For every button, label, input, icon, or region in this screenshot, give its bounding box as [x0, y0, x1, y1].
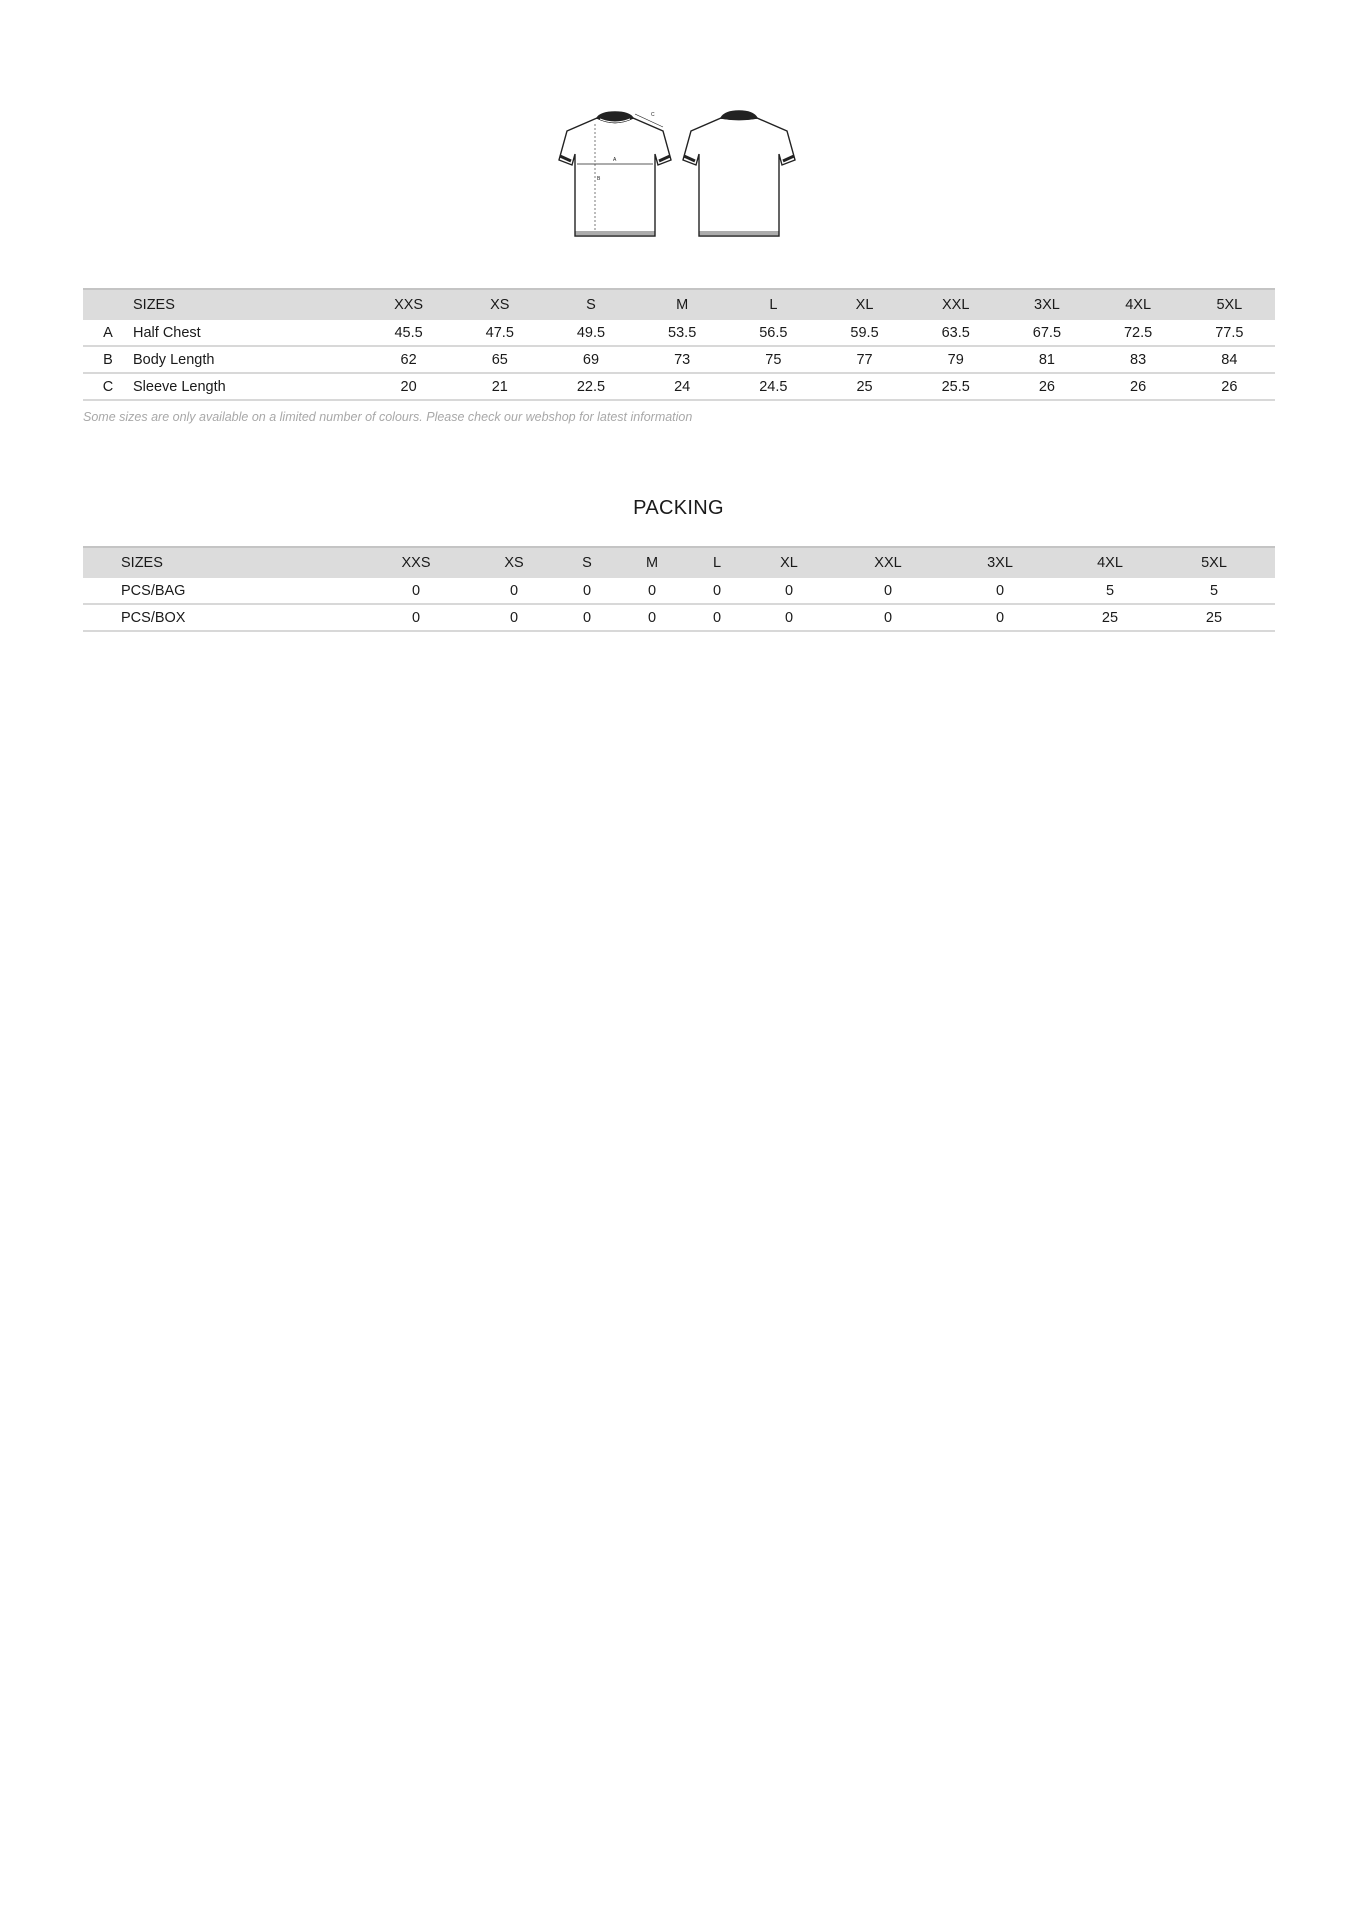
- value-cell: 26: [1184, 373, 1275, 400]
- value-cell: 0: [843, 604, 933, 631]
- row-code: C: [83, 373, 133, 400]
- value-cell: 0: [569, 604, 605, 631]
- value-cell: 25: [819, 373, 910, 400]
- value-cell: 25.5: [910, 373, 1001, 400]
- t-shirt-back-icon: [683, 111, 795, 236]
- size-header-4xl: 4XL: [1093, 289, 1184, 320]
- value-cell: 45.5: [363, 320, 454, 346]
- size-header-xxl: XXL: [910, 289, 1001, 320]
- row-code: B: [83, 346, 133, 373]
- value-cell: 0: [459, 578, 569, 604]
- value-cell: 0: [569, 578, 605, 604]
- size-chart-table: [83, 288, 1275, 401]
- value-cell: 0: [373, 578, 459, 604]
- size-header-s: S: [569, 547, 605, 578]
- size-header-5xl: 5XL: [1184, 289, 1275, 320]
- value-cell: 81: [1001, 346, 1092, 373]
- row-label: Sleeve Length: [133, 373, 363, 400]
- t-shirt-front-icon: [559, 112, 671, 236]
- value-cell: 24.5: [728, 373, 819, 400]
- size-header-s: S: [545, 289, 636, 320]
- value-cell: 25: [1153, 604, 1275, 631]
- table-row: [83, 320, 1275, 346]
- size-header-xs: XS: [454, 289, 545, 320]
- value-cell: 5: [1067, 578, 1153, 604]
- size-header-xs: XS: [459, 547, 569, 578]
- packing-header-row: [83, 547, 1275, 578]
- value-cell: 69: [545, 346, 636, 373]
- value-cell: 0: [459, 604, 569, 631]
- row-label: Half Chest: [133, 320, 363, 346]
- value-cell: 25: [1067, 604, 1153, 631]
- size-header-m: M: [637, 289, 728, 320]
- size-header-4xl: 4XL: [1067, 547, 1153, 578]
- size-header-l: L: [699, 547, 735, 578]
- row-code: [83, 578, 121, 604]
- t-shirt-front-back-icon: [555, 108, 803, 244]
- header-code-cell: [83, 547, 121, 578]
- size-header-xl: XL: [819, 289, 910, 320]
- value-cell: 72.5: [1093, 320, 1184, 346]
- size-header-l: L: [728, 289, 819, 320]
- row-code: [83, 604, 121, 631]
- value-cell: 5: [1153, 578, 1275, 604]
- value-cell: 24: [637, 373, 728, 400]
- value-cell: 62: [363, 346, 454, 373]
- size-header-xxs: XXS: [363, 289, 454, 320]
- value-cell: 20: [363, 373, 454, 400]
- table-row: [83, 604, 1275, 631]
- value-cell: 22.5: [545, 373, 636, 400]
- size-header-xxl: XXL: [843, 547, 933, 578]
- value-cell: 26: [1001, 373, 1092, 400]
- value-cell: 0: [843, 578, 933, 604]
- value-cell: 0: [605, 578, 699, 604]
- size-chart-header-row: [83, 289, 1275, 320]
- value-cell: 0: [699, 604, 735, 631]
- value-cell: 0: [933, 578, 1067, 604]
- size-header-3xl: 3XL: [933, 547, 1067, 578]
- value-cell: 59.5: [819, 320, 910, 346]
- measure-label-c: C: [651, 112, 655, 118]
- row-label: Body Length: [133, 346, 363, 373]
- value-cell: 49.5: [545, 320, 636, 346]
- availability-note: Some sizes are only available on a limited number of colours. Please check our webshop for latest information: [83, 410, 693, 424]
- value-cell: 75: [728, 346, 819, 373]
- sizes-header-label: SIZES: [121, 547, 373, 578]
- row-label: PCS/BAG: [121, 578, 373, 604]
- value-cell: 65: [454, 346, 545, 373]
- table-row: [83, 346, 1275, 373]
- value-cell: 73: [637, 346, 728, 373]
- value-cell: 77: [819, 346, 910, 373]
- value-cell: 47.5: [454, 320, 545, 346]
- value-cell: 56.5: [728, 320, 819, 346]
- table-row: [83, 373, 1275, 400]
- value-cell: 79: [910, 346, 1001, 373]
- packing-table: [83, 546, 1275, 632]
- measure-label-a: A: [613, 157, 617, 163]
- size-header-xxs: XXS: [373, 547, 459, 578]
- value-cell: 0: [699, 578, 735, 604]
- size-header-3xl: 3XL: [1001, 289, 1092, 320]
- packing-heading: PACKING: [633, 497, 724, 519]
- row-label: PCS/BOX: [121, 604, 373, 631]
- value-cell: 83: [1093, 346, 1184, 373]
- t-shirt-illustration: [555, 108, 803, 244]
- measure-label-b: B: [597, 176, 601, 182]
- value-cell: 67.5: [1001, 320, 1092, 346]
- size-header-xl: XL: [735, 547, 843, 578]
- value-cell: 26: [1093, 373, 1184, 400]
- row-code: A: [83, 320, 133, 346]
- value-cell: 84: [1184, 346, 1275, 373]
- value-cell: 0: [605, 604, 699, 631]
- value-cell: 0: [735, 578, 843, 604]
- value-cell: 0: [735, 604, 843, 631]
- table-row: [83, 578, 1275, 604]
- value-cell: 0: [373, 604, 459, 631]
- value-cell: 63.5: [910, 320, 1001, 346]
- value-cell: 53.5: [637, 320, 728, 346]
- value-cell: 0: [933, 604, 1067, 631]
- value-cell: 21: [454, 373, 545, 400]
- size-header-5xl: 5XL: [1153, 547, 1275, 578]
- size-header-m: M: [605, 547, 699, 578]
- header-code-cell: [83, 289, 133, 320]
- sizes-header-label: SIZES: [133, 289, 363, 320]
- value-cell: 77.5: [1184, 320, 1275, 346]
